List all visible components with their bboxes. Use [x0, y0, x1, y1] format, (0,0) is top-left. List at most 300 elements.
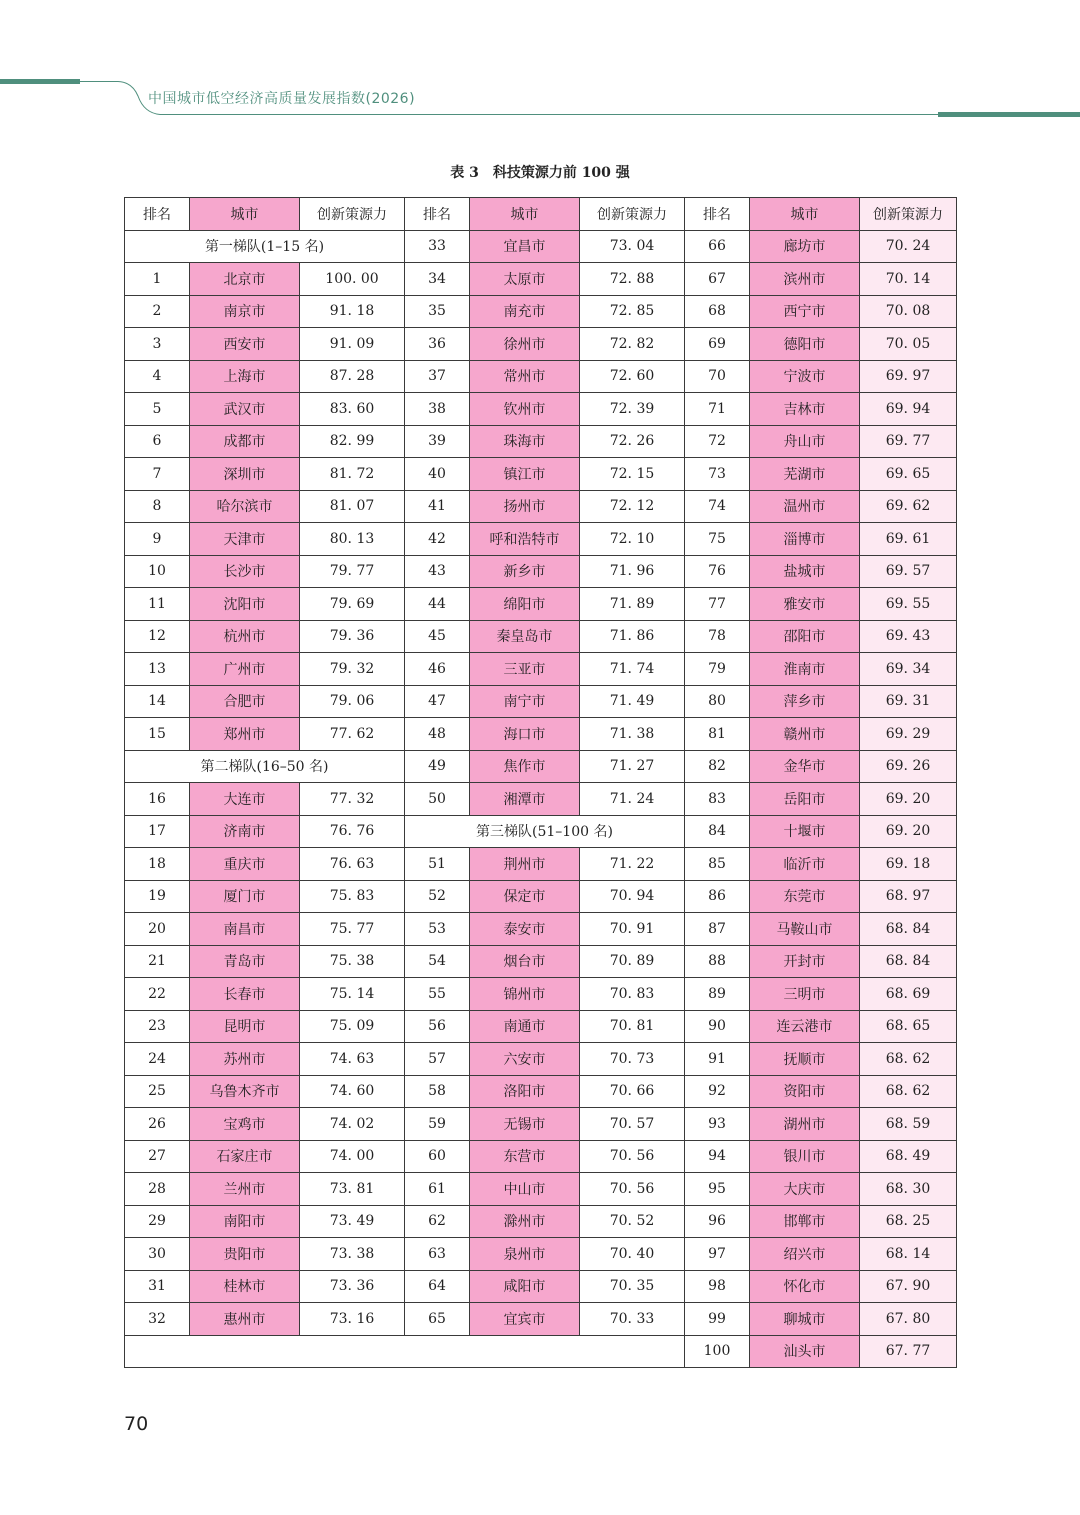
score-cell: 91. 18 [300, 295, 405, 328]
score-cell: 87. 28 [300, 360, 405, 393]
city-cell: 扬州市 [470, 490, 580, 523]
city-cell: 邵阳市 [750, 620, 860, 653]
rank-cell: 39 [405, 425, 470, 458]
tier-label: 第一梯队(1–15 名) [125, 230, 405, 263]
city-cell: 滨州市 [750, 263, 860, 296]
city-cell: 南充市 [470, 295, 580, 328]
score-cell: 68. 84 [860, 945, 957, 978]
page-number: 70 [124, 1413, 149, 1435]
table-row [125, 945, 957, 978]
city-cell: 汕头市 [750, 1335, 860, 1368]
tier-label: 第三梯队(51–100 名) [405, 815, 685, 848]
city-cell: 东营市 [470, 1140, 580, 1173]
rank-cell: 9 [125, 523, 190, 556]
score-cell: 79. 77 [300, 555, 405, 588]
rank-cell: 8 [125, 490, 190, 523]
score-cell: 68. 62 [860, 1043, 957, 1076]
city-cell: 绍兴市 [750, 1238, 860, 1271]
city-cell: 天津市 [190, 523, 300, 556]
city-cell: 宜昌市 [470, 230, 580, 263]
rank-cell: 26 [125, 1108, 190, 1141]
rank-cell: 80 [685, 685, 750, 718]
table-row [125, 360, 957, 393]
city-cell: 武汉市 [190, 393, 300, 426]
city-cell: 广州市 [190, 653, 300, 686]
table-row [125, 425, 957, 458]
city-cell: 桂林市 [190, 1270, 300, 1303]
city-cell: 海口市 [470, 718, 580, 751]
city-cell: 马鞍山市 [750, 913, 860, 946]
rank-cell: 40 [405, 458, 470, 491]
city-cell: 大连市 [190, 783, 300, 816]
score-cell: 72. 15 [580, 458, 685, 491]
city-cell: 昆明市 [190, 1010, 300, 1043]
table-row [125, 718, 957, 751]
city-cell: 开封市 [750, 945, 860, 978]
city-cell: 沈阳市 [190, 588, 300, 621]
col-header-rank: 排名 [125, 198, 190, 231]
rank-cell: 37 [405, 360, 470, 393]
city-cell: 六安市 [470, 1043, 580, 1076]
col-header-rank: 排名 [405, 198, 470, 231]
score-cell: 82. 99 [300, 425, 405, 458]
score-cell: 69. 26 [860, 750, 957, 783]
table-row [125, 490, 957, 523]
city-cell: 镇江市 [470, 458, 580, 491]
rank-cell: 22 [125, 978, 190, 1011]
city-cell: 大庆市 [750, 1173, 860, 1206]
city-cell: 常州市 [470, 360, 580, 393]
city-cell: 温州市 [750, 490, 860, 523]
score-cell: 70. 40 [580, 1238, 685, 1271]
score-cell: 71. 86 [580, 620, 685, 653]
city-cell: 重庆市 [190, 848, 300, 881]
table-row [125, 880, 957, 913]
rank-cell: 63 [405, 1238, 470, 1271]
city-cell: 石家庄市 [190, 1140, 300, 1173]
table-row [125, 815, 957, 848]
score-cell: 74. 00 [300, 1140, 405, 1173]
city-cell: 南京市 [190, 295, 300, 328]
table-row [125, 263, 957, 296]
city-cell: 怀化市 [750, 1270, 860, 1303]
score-cell: 69. 57 [860, 555, 957, 588]
city-cell: 宁波市 [750, 360, 860, 393]
score-cell: 69. 18 [860, 848, 957, 881]
rank-cell: 55 [405, 978, 470, 1011]
score-cell: 72. 85 [580, 295, 685, 328]
rank-cell: 71 [685, 393, 750, 426]
rank-cell: 30 [125, 1238, 190, 1271]
rank-cell: 51 [405, 848, 470, 881]
table-row [125, 458, 957, 491]
col-header-score: 创新策源力 [580, 198, 685, 231]
rank-cell: 89 [685, 978, 750, 1011]
score-cell: 67. 77 [860, 1335, 957, 1368]
score-cell: 72. 88 [580, 263, 685, 296]
col-header-city: 城市 [470, 198, 580, 231]
city-cell: 廊坊市 [750, 230, 860, 263]
rank-cell: 100 [685, 1335, 750, 1368]
city-cell: 南通市 [470, 1010, 580, 1043]
score-cell: 71. 49 [580, 685, 685, 718]
rank-cell: 21 [125, 945, 190, 978]
table-row [125, 588, 957, 621]
city-cell: 抚顺市 [750, 1043, 860, 1076]
city-cell: 太原市 [470, 263, 580, 296]
score-cell: 69. 43 [860, 620, 957, 653]
col-header-city: 城市 [750, 198, 860, 231]
city-cell: 宝鸡市 [190, 1108, 300, 1141]
city-cell: 杭州市 [190, 620, 300, 653]
table-row [125, 1303, 957, 1336]
rank-cell: 31 [125, 1270, 190, 1303]
rank-cell: 18 [125, 848, 190, 881]
rank-cell: 50 [405, 783, 470, 816]
score-cell: 69. 65 [860, 458, 957, 491]
running-title: 中国城市低空经济高质量发展指数(2026) [148, 91, 416, 107]
col-header-city: 城市 [190, 198, 300, 231]
city-cell: 湖州市 [750, 1108, 860, 1141]
score-cell: 68. 69 [860, 978, 957, 1011]
score-cell: 70. 05 [860, 328, 957, 361]
rank-cell: 29 [125, 1205, 190, 1238]
rank-cell: 68 [685, 295, 750, 328]
ranking-table [124, 197, 957, 1368]
rank-cell: 57 [405, 1043, 470, 1076]
table-row [125, 230, 957, 263]
city-cell: 青岛市 [190, 945, 300, 978]
rank-cell: 25 [125, 1075, 190, 1108]
score-cell: 68. 25 [860, 1205, 957, 1238]
table-row [125, 328, 957, 361]
city-cell: 秦皇岛市 [470, 620, 580, 653]
rank-cell: 14 [125, 685, 190, 718]
city-cell: 珠海市 [470, 425, 580, 458]
city-cell: 焦作市 [470, 750, 580, 783]
table-row [125, 1140, 957, 1173]
city-cell: 西安市 [190, 328, 300, 361]
rank-cell: 79 [685, 653, 750, 686]
score-cell: 72. 82 [580, 328, 685, 361]
city-cell: 聊城市 [750, 1303, 860, 1336]
rank-cell: 77 [685, 588, 750, 621]
city-cell: 徐州市 [470, 328, 580, 361]
rank-cell: 35 [405, 295, 470, 328]
header-rule [0, 0, 1080, 130]
score-cell: 70. 83 [580, 978, 685, 1011]
score-cell: 70. 14 [860, 263, 957, 296]
rank-cell: 75 [685, 523, 750, 556]
score-cell: 76. 76 [300, 815, 405, 848]
city-cell: 赣州市 [750, 718, 860, 751]
score-cell: 70. 08 [860, 295, 957, 328]
score-cell: 70. 73 [580, 1043, 685, 1076]
rank-cell: 90 [685, 1010, 750, 1043]
score-cell: 75. 09 [300, 1010, 405, 1043]
score-cell: 69. 20 [860, 815, 957, 848]
score-cell: 81. 07 [300, 490, 405, 523]
rank-cell: 66 [685, 230, 750, 263]
table-row [125, 1108, 957, 1141]
score-cell: 69. 94 [860, 393, 957, 426]
rank-cell: 97 [685, 1238, 750, 1271]
city-cell: 长沙市 [190, 555, 300, 588]
score-cell: 70. 94 [580, 880, 685, 913]
table-row [125, 1075, 957, 1108]
rank-cell: 42 [405, 523, 470, 556]
city-cell: 邯郸市 [750, 1205, 860, 1238]
rank-cell: 48 [405, 718, 470, 751]
score-cell: 69. 34 [860, 653, 957, 686]
score-cell: 70. 35 [580, 1270, 685, 1303]
score-cell: 68. 14 [860, 1238, 957, 1271]
score-cell: 79. 32 [300, 653, 405, 686]
table-row [125, 555, 957, 588]
city-cell: 烟台市 [470, 945, 580, 978]
score-cell: 69. 61 [860, 523, 957, 556]
rank-cell: 27 [125, 1140, 190, 1173]
rank-cell: 6 [125, 425, 190, 458]
score-cell: 73. 04 [580, 230, 685, 263]
score-cell: 67. 80 [860, 1303, 957, 1336]
score-cell: 71. 22 [580, 848, 685, 881]
rank-cell: 41 [405, 490, 470, 523]
city-cell: 泰安市 [470, 913, 580, 946]
city-cell: 呼和浩特市 [470, 523, 580, 556]
rank-cell: 56 [405, 1010, 470, 1043]
rank-cell: 72 [685, 425, 750, 458]
score-cell: 69. 77 [860, 425, 957, 458]
rank-cell: 83 [685, 783, 750, 816]
rank-cell: 46 [405, 653, 470, 686]
city-cell: 郑州市 [190, 718, 300, 751]
rank-cell: 67 [685, 263, 750, 296]
score-cell: 72. 26 [580, 425, 685, 458]
score-cell: 91. 09 [300, 328, 405, 361]
rank-cell: 12 [125, 620, 190, 653]
score-cell: 71. 27 [580, 750, 685, 783]
rank-cell: 45 [405, 620, 470, 653]
score-cell: 68. 49 [860, 1140, 957, 1173]
table-row [125, 848, 957, 881]
city-cell: 银川市 [750, 1140, 860, 1173]
rank-cell: 70 [685, 360, 750, 393]
table-row [125, 750, 957, 783]
city-cell: 十堰市 [750, 815, 860, 848]
rank-cell: 73 [685, 458, 750, 491]
score-cell: 68. 84 [860, 913, 957, 946]
score-cell: 79. 06 [300, 685, 405, 718]
rank-cell: 86 [685, 880, 750, 913]
city-cell: 雅安市 [750, 588, 860, 621]
rank-cell: 34 [405, 263, 470, 296]
rank-cell: 53 [405, 913, 470, 946]
city-cell: 锦州市 [470, 978, 580, 1011]
table-row [125, 523, 957, 556]
score-cell: 72. 12 [580, 490, 685, 523]
city-cell: 三明市 [750, 978, 860, 1011]
rank-cell: 2 [125, 295, 190, 328]
score-cell: 72. 39 [580, 393, 685, 426]
rank-cell: 11 [125, 588, 190, 621]
table-row [125, 1205, 957, 1238]
score-cell: 74. 63 [300, 1043, 405, 1076]
score-cell: 70. 52 [580, 1205, 685, 1238]
empty-cell [125, 1335, 685, 1368]
city-cell: 北京市 [190, 263, 300, 296]
score-cell: 71. 96 [580, 555, 685, 588]
score-cell: 77. 62 [300, 718, 405, 751]
city-cell: 惠州市 [190, 1303, 300, 1336]
score-cell: 79. 36 [300, 620, 405, 653]
score-cell: 70. 57 [580, 1108, 685, 1141]
score-cell: 70. 24 [860, 230, 957, 263]
rank-cell: 33 [405, 230, 470, 263]
rank-cell: 10 [125, 555, 190, 588]
table-row [125, 1238, 957, 1271]
city-cell: 淄博市 [750, 523, 860, 556]
score-cell: 68. 30 [860, 1173, 957, 1206]
rank-cell: 16 [125, 783, 190, 816]
rank-cell: 32 [125, 1303, 190, 1336]
score-cell: 77. 32 [300, 783, 405, 816]
city-cell: 岳阳市 [750, 783, 860, 816]
city-cell: 南宁市 [470, 685, 580, 718]
score-cell: 67. 90 [860, 1270, 957, 1303]
rank-cell: 61 [405, 1173, 470, 1206]
table-row [125, 1010, 957, 1043]
table-row [125, 1270, 957, 1303]
score-cell: 73. 49 [300, 1205, 405, 1238]
rank-cell: 93 [685, 1108, 750, 1141]
table-header-row [125, 198, 957, 231]
city-cell: 芜湖市 [750, 458, 860, 491]
score-cell: 75. 77 [300, 913, 405, 946]
city-cell: 西宁市 [750, 295, 860, 328]
city-cell: 新乡市 [470, 555, 580, 588]
city-cell: 泉州市 [470, 1238, 580, 1271]
table-row [125, 1173, 957, 1206]
table-row [125, 620, 957, 653]
rank-cell: 69 [685, 328, 750, 361]
score-cell: 83. 60 [300, 393, 405, 426]
city-cell: 吉林市 [750, 393, 860, 426]
score-cell: 73. 36 [300, 1270, 405, 1303]
score-cell: 69. 55 [860, 588, 957, 621]
rank-cell: 88 [685, 945, 750, 978]
rank-cell: 19 [125, 880, 190, 913]
table-row [125, 685, 957, 718]
score-cell: 68. 65 [860, 1010, 957, 1043]
score-cell: 73. 16 [300, 1303, 405, 1336]
rank-cell: 62 [405, 1205, 470, 1238]
city-cell: 南昌市 [190, 913, 300, 946]
score-cell: 74. 02 [300, 1108, 405, 1141]
score-cell: 70. 33 [580, 1303, 685, 1336]
score-cell: 70. 91 [580, 913, 685, 946]
score-cell: 72. 60 [580, 360, 685, 393]
city-cell: 长春市 [190, 978, 300, 1011]
city-cell: 湘潭市 [470, 783, 580, 816]
rank-cell: 78 [685, 620, 750, 653]
rank-cell: 23 [125, 1010, 190, 1043]
score-cell: 71. 24 [580, 783, 685, 816]
city-cell: 资阳市 [750, 1075, 860, 1108]
city-cell: 淮南市 [750, 653, 860, 686]
rank-cell: 24 [125, 1043, 190, 1076]
score-cell: 74. 60 [300, 1075, 405, 1108]
rank-cell: 85 [685, 848, 750, 881]
rank-cell: 92 [685, 1075, 750, 1108]
table-row [125, 393, 957, 426]
score-cell: 73. 81 [300, 1173, 405, 1206]
table-row [125, 1335, 957, 1368]
city-cell: 连云港市 [750, 1010, 860, 1043]
col-header-score: 创新策源力 [860, 198, 957, 231]
rank-cell: 1 [125, 263, 190, 296]
rank-cell: 17 [125, 815, 190, 848]
score-cell: 68. 59 [860, 1108, 957, 1141]
city-cell: 上海市 [190, 360, 300, 393]
rank-cell: 99 [685, 1303, 750, 1336]
rank-cell: 95 [685, 1173, 750, 1206]
rank-cell: 81 [685, 718, 750, 751]
city-cell: 乌鲁木齐市 [190, 1075, 300, 1108]
city-cell: 绵阳市 [470, 588, 580, 621]
rank-cell: 58 [405, 1075, 470, 1108]
score-cell: 75. 14 [300, 978, 405, 1011]
rank-cell: 52 [405, 880, 470, 913]
rank-cell: 49 [405, 750, 470, 783]
city-cell: 保定市 [470, 880, 580, 913]
rank-cell: 60 [405, 1140, 470, 1173]
city-cell: 咸阳市 [470, 1270, 580, 1303]
city-cell: 萍乡市 [750, 685, 860, 718]
city-cell: 德阳市 [750, 328, 860, 361]
score-cell: 79. 69 [300, 588, 405, 621]
score-cell: 69. 97 [860, 360, 957, 393]
rank-cell: 65 [405, 1303, 470, 1336]
table-row [125, 653, 957, 686]
rank-cell: 36 [405, 328, 470, 361]
rank-cell: 28 [125, 1173, 190, 1206]
city-cell: 荆州市 [470, 848, 580, 881]
city-cell: 盐城市 [750, 555, 860, 588]
city-cell: 南阳市 [190, 1205, 300, 1238]
rank-cell: 20 [125, 913, 190, 946]
score-cell: 69. 62 [860, 490, 957, 523]
table-row [125, 1043, 957, 1076]
rank-cell: 59 [405, 1108, 470, 1141]
rank-cell: 84 [685, 815, 750, 848]
city-cell: 无锡市 [470, 1108, 580, 1141]
rank-cell: 76 [685, 555, 750, 588]
city-cell: 深圳市 [190, 458, 300, 491]
rank-cell: 64 [405, 1270, 470, 1303]
score-cell: 75. 38 [300, 945, 405, 978]
rank-cell: 74 [685, 490, 750, 523]
score-cell: 80. 13 [300, 523, 405, 556]
rank-cell: 87 [685, 913, 750, 946]
city-cell: 金华市 [750, 750, 860, 783]
rank-cell: 4 [125, 360, 190, 393]
rank-cell: 5 [125, 393, 190, 426]
score-cell: 100. 00 [300, 263, 405, 296]
score-cell: 72. 10 [580, 523, 685, 556]
table-caption: 表 3 科技策源力前 100 强 [450, 165, 630, 181]
score-cell: 71. 38 [580, 718, 685, 751]
